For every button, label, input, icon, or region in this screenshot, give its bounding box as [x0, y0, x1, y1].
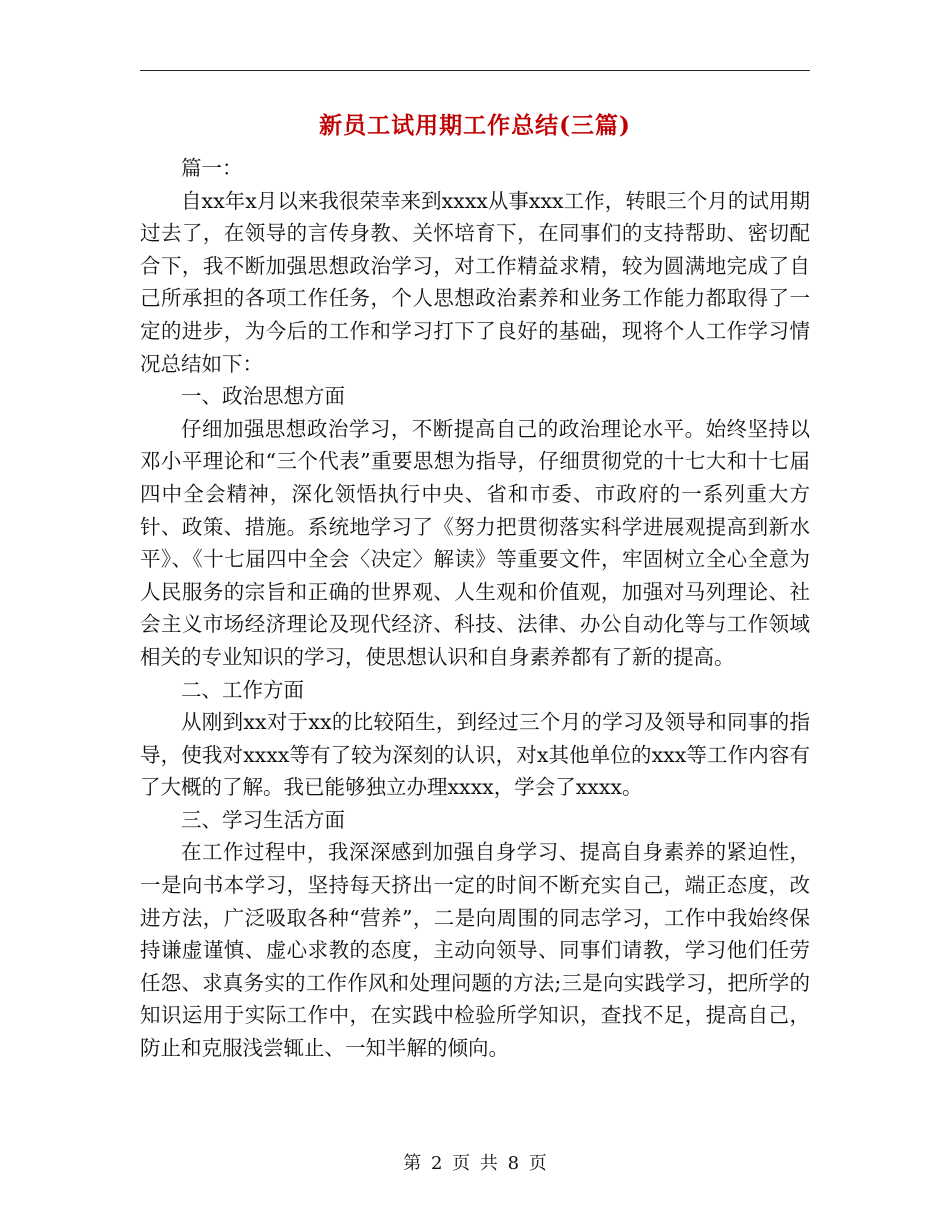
- intro-paragraph: 自xx年x月以来我很荣幸来到xxxx从事xxx工作，转眼三个月的试用期过去了，在领导的言传身教、关怀培育下，在同事们的支持帮助、密切配合下，我不断加强思想政治学习，对工作精益求精，较为圆满地完成了自己所承担的各项工作任务，个人思想政治素养和业务工作能力都取得了一定的进步，为今后的工作和学习打下了良好的基础，现将个人工作学习情况总结如下：: [140, 188, 810, 376]
- section-text-study: 在工作过程中，我深深感到加强自身学习、提高自身素养的紧迫性，一是向书本学习，坚持每天挤出一定的时间不断充实自己，端正态度，改进方法，广泛吸取各种“营养”，二是向周围的同志学习，工作中我始终保持谦虚谨慎、虚心求教的态度，主动向领导、同事们请教，学习他们任劳任怨、求真务实的工作作风和处理问题的方法;三是向实践学习，把所学的知识运用于实际工作中，在实践中检验所学知识，查找不足，提高自己，防止和克服浅尝辄止、一知半解的倾向。: [140, 840, 810, 1061]
- section-text-work: 从刚到xx对于xx的比较陌生，到经过三个月的学习及领导和同事的指导，使我对xxxx等有了较为深刻的认识，对x其他单位的xxx等工作内容有了大概的了解。我已能够独立办理xxxx，学会了xxxx。: [140, 710, 810, 800]
- section-heading-work: 二、工作方面: [181, 677, 304, 702]
- page-number-footer: 第 2 页 共 8 页: [403, 1153, 547, 1174]
- section-text-politics: 仔细加强思想政治学习，不断提高自己的政治理论水平。始终坚持以邓小平理论和“三个代表”重要思想为指导，仔细贯彻党的十七大和十七届四中全会精神，深化领悟执行中央、省和市委、市政府的一系列重大方针、政策、措施。系统地学习了《努力把贯彻落实科学进展观提高到新水平》、《十七届四中全会〈决定〉解读》等重要文件，牢固树立全心全意为人民服务的宗旨和正确的世界观、人生观和价值观，加强对马列理论、社会主义市场经济理论及现代经济、科技、法律、办公自动化等与工作领域相关的专业知识的学习，使思想认识和自身素养都有了新的提高。: [140, 416, 810, 669]
- section-heading-study: 三、学习生活方面: [181, 807, 345, 832]
- header-rule: [140, 70, 810, 71]
- document-title: 新员工试用期工作总结(三篇): [319, 112, 631, 139]
- document-body: [140, 152, 810, 1065]
- part-label: 篇一：: [181, 156, 243, 180]
- section-heading-politics: 一、政治思想方面: [181, 384, 345, 409]
